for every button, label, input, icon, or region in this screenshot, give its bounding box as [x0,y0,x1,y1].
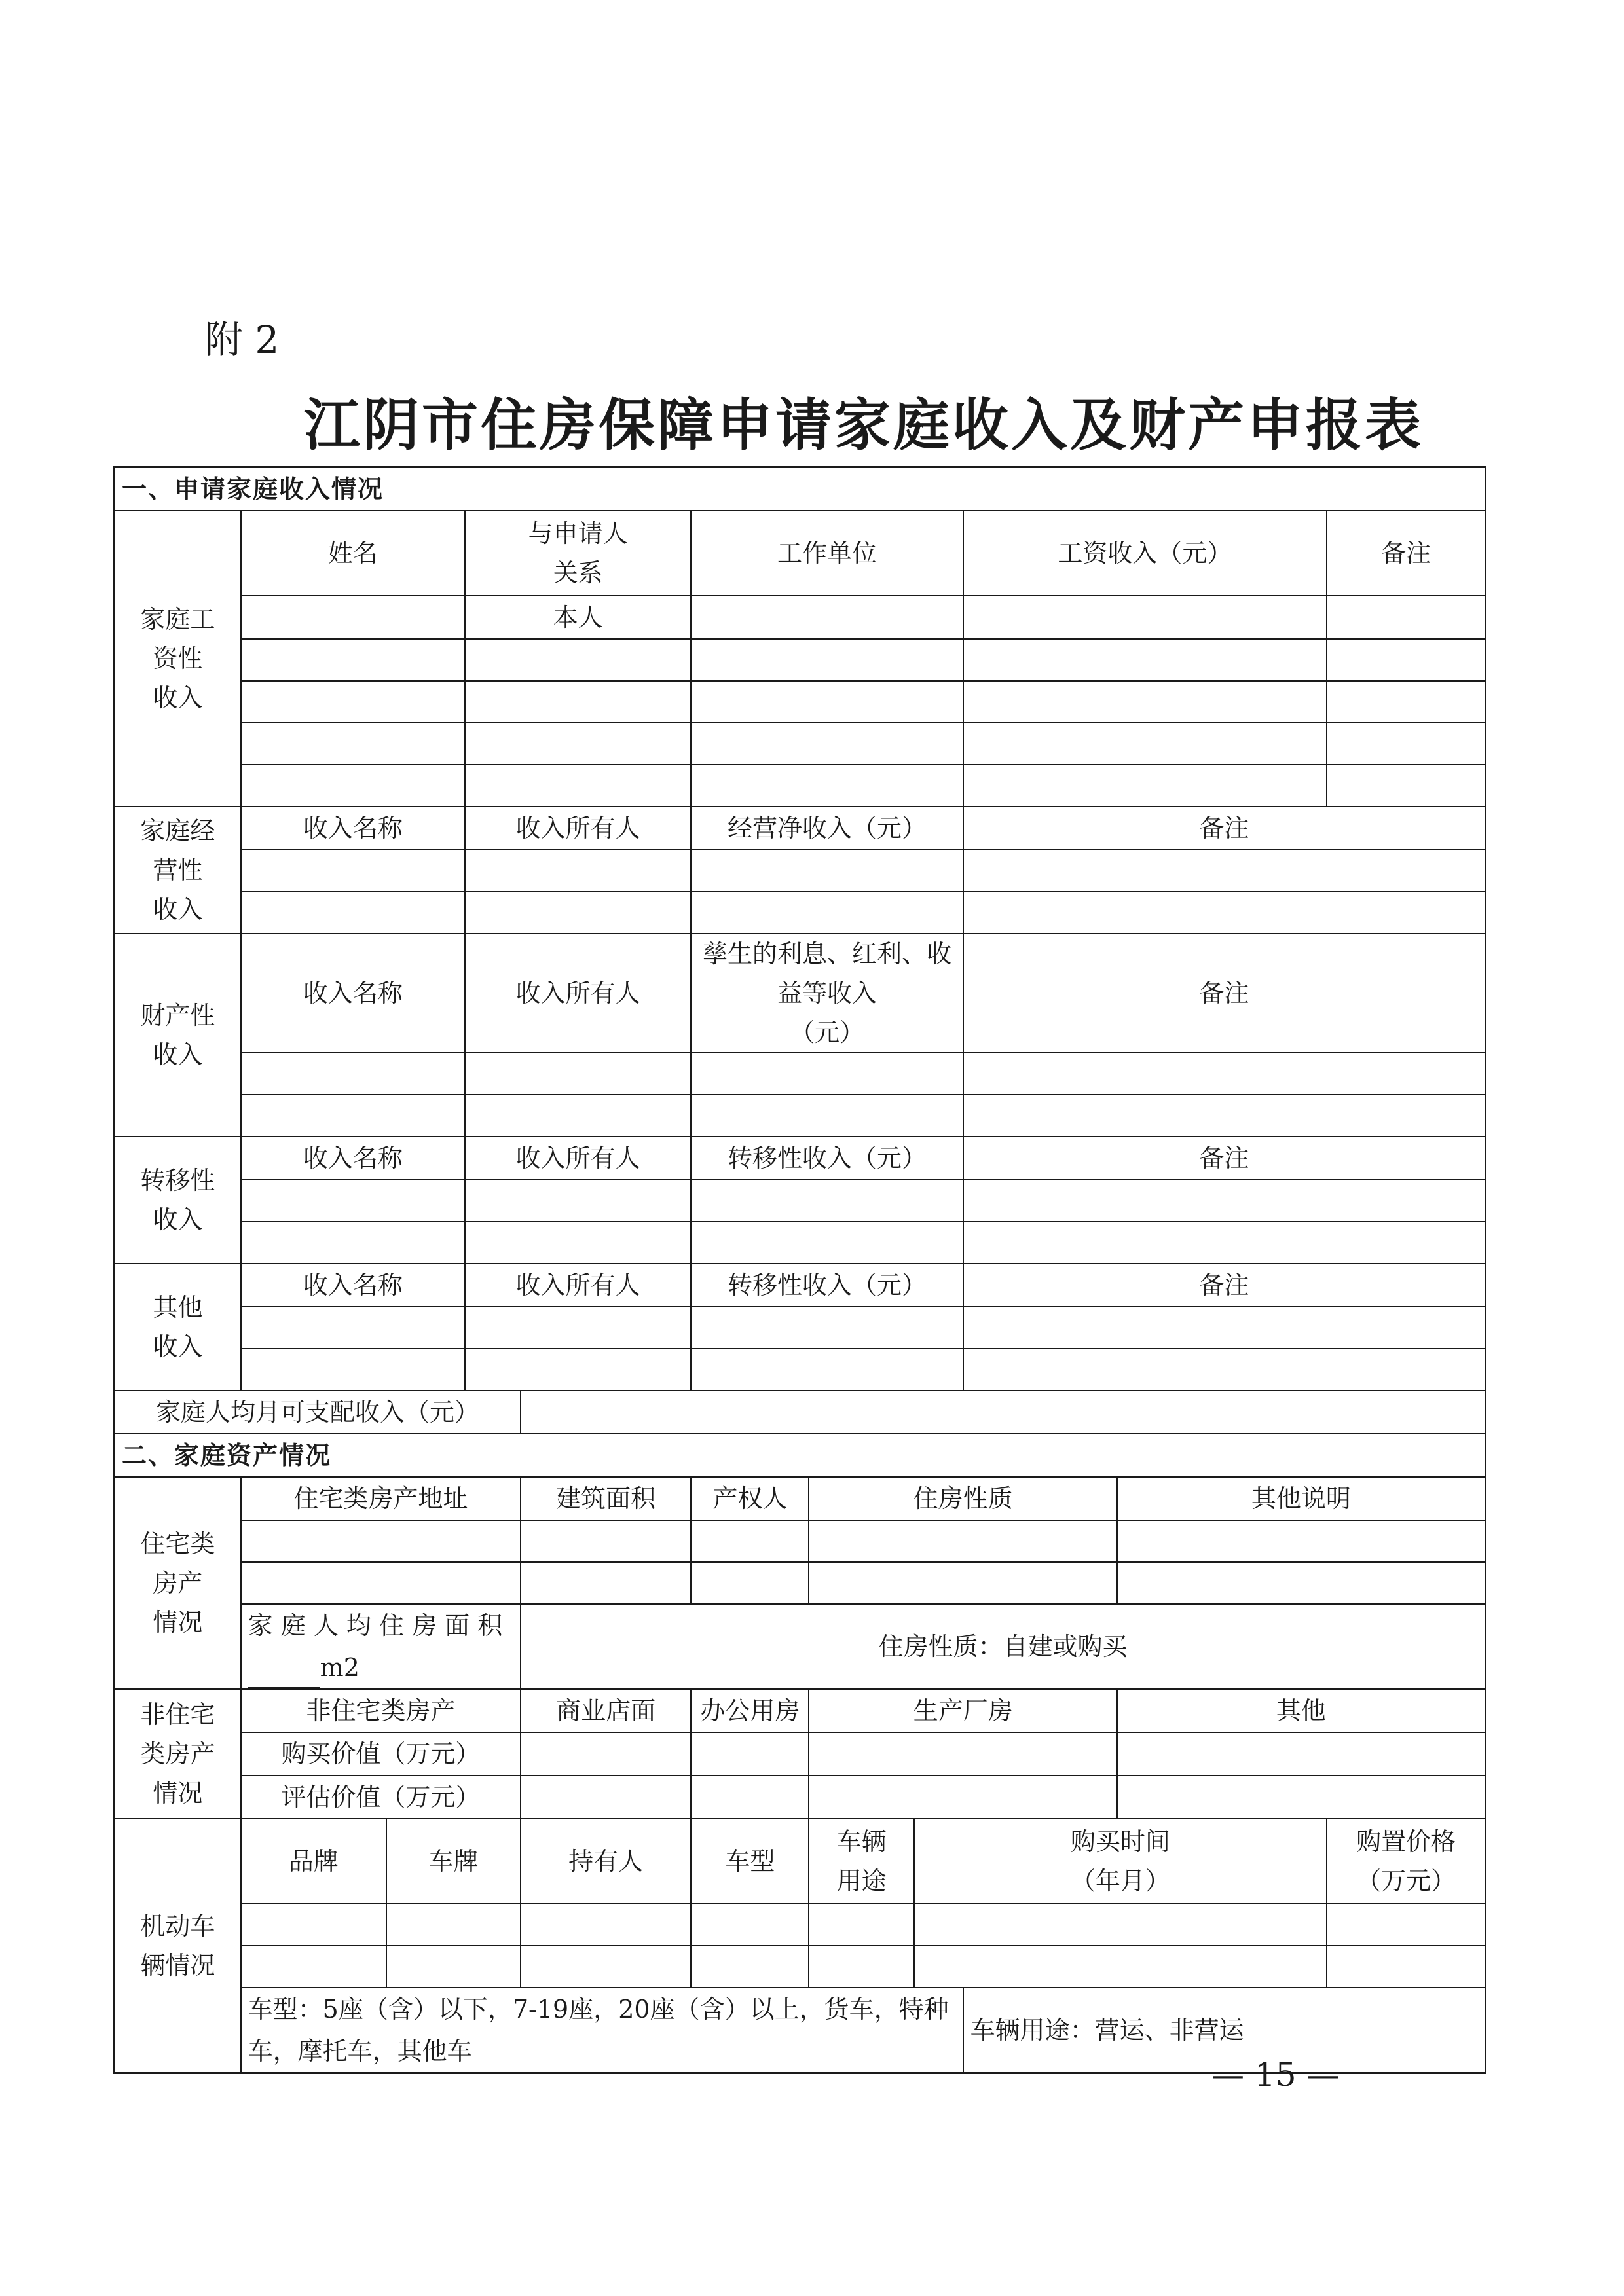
cell-use[interactable] [809,1904,913,1946]
attachment-label: 附 2 [205,318,280,362]
other-income-label: 其他 收入 [115,1264,241,1391]
cell-owner[interactable] [691,1520,809,1562]
table-row [115,681,1486,723]
header-other: 其他 [1117,1689,1486,1732]
table-row [115,765,1486,807]
header-holder: 持有人 [521,1819,691,1904]
cell-income-name[interactable] [241,892,465,934]
table-row [115,596,1486,639]
header-owner: 产权人 [691,1477,809,1520]
table-row [115,639,1486,681]
table-row [115,1946,1486,1988]
header-remarks: 备注 [963,1137,1486,1180]
cell-holder[interactable] [521,1904,691,1946]
table-row [115,1904,1486,1946]
cell-factory[interactable] [809,1732,1116,1776]
header-interest-dividend-income: 孳生的利息、红利、收益等收入 （元） [691,934,963,1053]
cell-income-name[interactable] [241,850,465,892]
header-residential-address: 住宅类房产地址 [241,1477,521,1520]
cell-remarks[interactable] [1327,723,1485,765]
cell-income-owner[interactable] [465,850,691,892]
cell-name[interactable] [241,596,465,639]
cell-employer[interactable] [691,639,963,681]
residential-property-label: 住宅类 房产 情况 [115,1477,241,1689]
cell-employer[interactable] [691,723,963,765]
property-income-label: 财产性 收入 [115,934,241,1137]
table-row [115,934,1486,1053]
table-row [115,467,1486,511]
cell-price[interactable] [1327,1904,1485,1946]
header-income-name: 收入名称 [241,807,465,850]
cell-remarks[interactable] [963,892,1486,934]
table-row [115,1819,1486,1904]
cell-time[interactable] [914,1946,1327,1988]
header-non-residential: 非住宅类房产 [241,1689,521,1732]
header-purchase-price: 购置价格 （万元） [1327,1819,1485,1904]
cell-remarks[interactable] [1327,681,1485,723]
header-remarks: 备注 [963,807,1486,850]
header-remarks: 备注 [963,1264,1486,1307]
cell-relation[interactable] [465,639,691,681]
cell-area[interactable] [521,1562,691,1604]
cell-remarks[interactable] [963,1095,1486,1137]
cell-nature[interactable] [809,1520,1116,1562]
cell-name[interactable] [241,639,465,681]
table-row [115,1053,1486,1095]
cell-employer[interactable] [691,596,963,639]
header-shopfront: 商业店面 [521,1689,691,1732]
table-row [115,1307,1486,1349]
cell-brand[interactable] [241,1946,386,1988]
assessed-value-label: 评估价值（万元） [241,1776,521,1819]
header-vehicle-use: 车辆 用途 [809,1819,913,1904]
non-residential-property-label: 非住宅 类房产 情况 [115,1689,241,1819]
header-employer: 工作单位 [691,511,963,596]
table-row [115,1434,1486,1477]
table-row [115,1689,1486,1732]
table-row [115,1604,1486,1689]
header-transfer-income: 转移性收入（元） [691,1137,963,1180]
cell-factory[interactable] [809,1776,1116,1819]
header-brand: 品牌 [241,1819,386,1904]
cell-price[interactable] [1327,1946,1485,1988]
area-unit: m2 [320,1653,360,1682]
cell-income-name[interactable] [241,1053,465,1095]
page-number: — 15 — [1211,2056,1340,2094]
cell-remarks[interactable] [963,850,1486,892]
vehicle-use-note: 车辆用途：营运、非营运 [963,1988,1486,2073]
table-row [115,511,1486,596]
cell-address[interactable] [241,1520,521,1562]
table-row [115,892,1486,934]
header-other-income: 转移性收入（元） [691,1264,963,1307]
cell-use[interactable] [809,1946,913,1988]
cell-income-owner[interactable] [465,1095,691,1137]
cell-area[interactable] [521,1520,691,1562]
cell-remarks[interactable] [1327,596,1485,639]
cell-type[interactable] [691,1946,809,1988]
cell-income-name[interactable] [241,1180,465,1222]
cell-other[interactable] [1117,1776,1486,1819]
section-title-income: 一、申请家庭收入情况 [115,467,1486,511]
header-income-owner: 收入所有人 [465,934,691,1053]
cell-income-owner[interactable] [465,892,691,934]
cell-remarks[interactable] [963,1307,1486,1349]
cell-notes[interactable] [1117,1562,1486,1604]
per-capita-floor-area: 家 庭 人 均 住 房 面 积 m2 [241,1604,521,1689]
cell-remarks[interactable] [1327,639,1485,681]
cell-wage[interactable] [963,639,1327,681]
table-row [115,1477,1486,1520]
cell-income-name[interactable] [241,1349,465,1391]
cell-shopfront[interactable] [521,1776,691,1819]
header-relation: 与申请人 关系 [465,511,691,596]
header-office: 办公用房 [691,1689,809,1732]
table-row [115,807,1486,850]
cell-type[interactable] [691,1904,809,1946]
cell-brand[interactable] [241,1904,386,1946]
cell-relation[interactable] [465,765,691,807]
cell-shopfront[interactable] [521,1732,691,1776]
table-row [115,1264,1486,1307]
cell-employer[interactable] [691,681,963,723]
table-row [115,1349,1486,1391]
cell-remarks[interactable] [963,1053,1486,1095]
cell-employer[interactable] [691,765,963,807]
table-row [115,1520,1486,1562]
cell-amount[interactable] [691,1053,963,1095]
cell-name[interactable] [241,723,465,765]
cell-income-name[interactable] [241,1222,465,1264]
header-income-name: 收入名称 [241,1264,465,1307]
section-title-assets: 二、家庭资产情况 [115,1434,1486,1477]
cell-notes[interactable] [1117,1520,1486,1562]
table-row [115,1095,1486,1137]
per-capita-income-value[interactable] [521,1391,1485,1434]
cell-income-name[interactable] [241,1095,465,1137]
table-row [115,1562,1486,1604]
header-wage-income: 工资收入（元） [963,511,1327,596]
header-income-owner: 收入所有人 [465,1264,691,1307]
table-row [115,1391,1486,1434]
header-plate: 车牌 [386,1819,521,1904]
cell-amount[interactable] [691,1180,963,1222]
cell-remarks[interactable] [963,1349,1486,1391]
header-income-owner: 收入所有人 [465,1137,691,1180]
header-floor-area: 建筑面积 [521,1477,691,1520]
header-remarks: 备注 [963,934,1486,1053]
header-income-name: 收入名称 [241,1137,465,1180]
cell-other[interactable] [1117,1732,1486,1776]
cell-time[interactable] [914,1904,1327,1946]
vehicle-label: 机动车 辆情况 [115,1819,241,2073]
per-capita-income-label: 家庭人均月可支配收入（元） [115,1391,521,1434]
cell-relation[interactable] [465,723,691,765]
header-name: 姓名 [241,511,465,596]
header-vehicle-type: 车型 [691,1819,809,1904]
table-row [115,1222,1486,1264]
housing-nature-note: 住房性质：自建或购买 [521,1604,1485,1689]
cell-wage[interactable] [963,596,1327,639]
cell-income-owner[interactable] [465,1349,691,1391]
header-remarks: 备注 [1327,511,1485,596]
cell-income-owner[interactable] [465,1222,691,1264]
cell-name[interactable] [241,681,465,723]
table-row [115,1137,1486,1180]
header-factory: 生产厂房 [809,1689,1116,1732]
cell-income-owner[interactable] [465,1053,691,1095]
cell-wage[interactable] [963,765,1327,807]
table-row [115,1180,1486,1222]
cell-relation[interactable] [465,681,691,723]
vehicle-type-note: 车型：5座（含）以下，7-19座，20座（含）以上，货车，特种车，摩托车，其他车 [241,1988,963,2073]
transfer-income-label: 转移性 收入 [115,1137,241,1264]
cell-amount[interactable] [691,892,963,934]
cell-office[interactable] [691,1732,809,1776]
cell-amount[interactable] [691,1307,963,1349]
cell-amount[interactable] [691,850,963,892]
cell-remarks[interactable] [1327,765,1485,807]
cell-plate[interactable] [386,1904,521,1946]
cell-amount[interactable] [691,1222,963,1264]
cell-address[interactable] [241,1562,521,1604]
cell-holder[interactable] [521,1946,691,1988]
header-income-name: 收入名称 [241,934,465,1053]
cell-plate[interactable] [386,1946,521,1988]
table-row [115,850,1486,892]
cell-relation-self: 本人 [465,596,691,639]
declaration-form-table [113,466,1486,2074]
header-housing-nature: 住房性质 [809,1477,1116,1520]
cell-wage[interactable] [963,681,1327,723]
cell-amount[interactable] [691,1095,963,1137]
cell-income-name[interactable] [241,1307,465,1349]
cell-name[interactable] [241,765,465,807]
page-title: 江阴市住房保障申请家庭收入及财产申报表 [304,392,1424,458]
table-row [115,723,1486,765]
header-purchase-time: 购买时间 （年月） [914,1819,1327,1904]
cell-amount[interactable] [691,1349,963,1391]
table-row [115,1776,1486,1819]
cell-nature[interactable] [809,1562,1116,1604]
area-blank-line[interactable] [248,1667,320,1688]
cell-owner[interactable] [691,1562,809,1604]
business-income-label: 家庭经 营性 收入 [115,807,241,934]
header-business-net-income: 经营净收入（元） [691,807,963,850]
cell-remarks[interactable] [963,1222,1486,1264]
purchase-value-label: 购买价值（万元） [241,1732,521,1776]
cell-remarks[interactable] [963,1180,1486,1222]
wage-income-label: 家庭工 资性 收入 [115,511,241,807]
cell-office[interactable] [691,1776,809,1819]
header-other-notes: 其他说明 [1117,1477,1486,1520]
cell-income-owner[interactable] [465,1307,691,1349]
table-row [115,1732,1486,1776]
cell-income-owner[interactable] [465,1180,691,1222]
header-income-owner: 收入所有人 [465,807,691,850]
cell-wage[interactable] [963,723,1327,765]
